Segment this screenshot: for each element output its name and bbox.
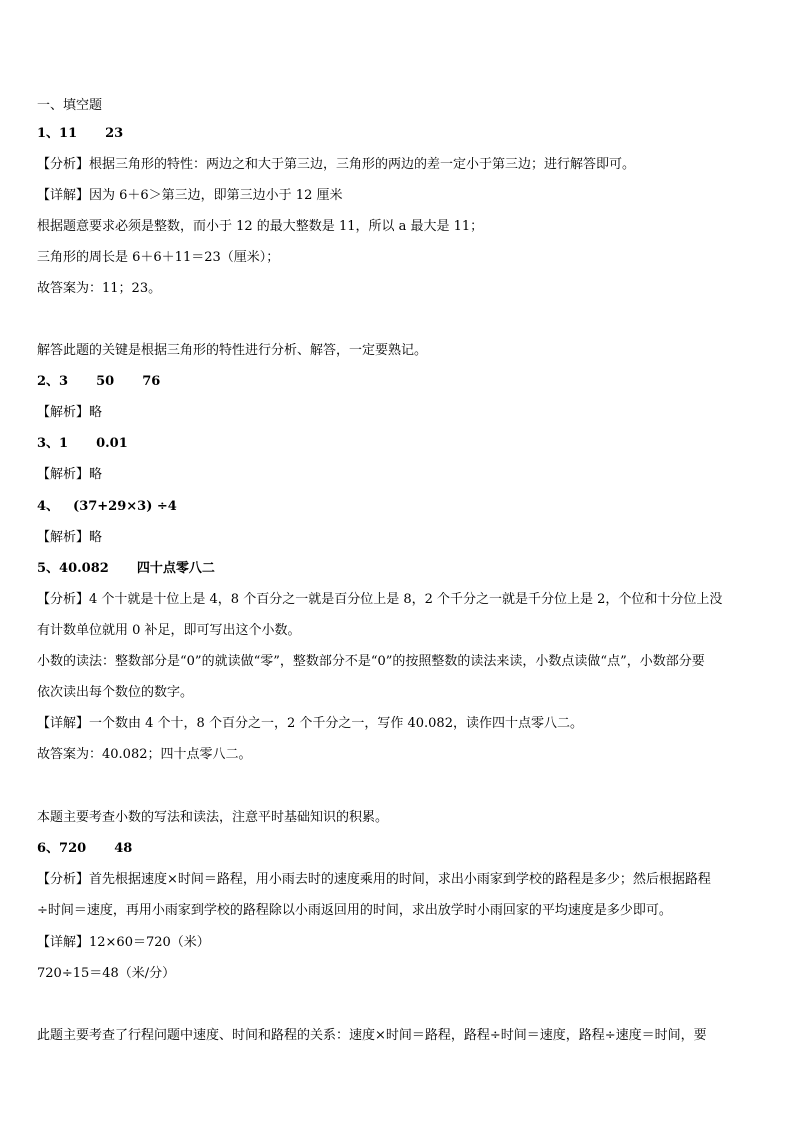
q6-analysis-line-2: ÷时间＝速度，再用小雨家到学校的路程除以小雨返回用的时间，求出放学时小雨回家的平均速度是多少即可。 (37, 903, 672, 918)
q6-detail: 【详解】12×60＝720（米） (37, 935, 210, 950)
q2-number: 2、 (37, 374, 60, 389)
q6-number: 6、 (37, 841, 60, 856)
q5-rule-line-2: 依次读出每个数位的数字。 (37, 685, 194, 700)
q2-answer-3: 76 (142, 374, 161, 389)
q4-number: 4、 (37, 499, 60, 514)
q6-answer-1: 720 (59, 841, 87, 856)
q4-note: 【解析】略 (37, 530, 103, 545)
q6-summary: 此题主要考查了行程问题中速度、时间和路程的关系：速度×时间＝路程，路程÷时间＝速度，路程÷速度＝时间，要 (37, 1028, 707, 1043)
q6-answer-2: 48 (114, 841, 133, 856)
q1-answer-1: 11 (59, 126, 78, 141)
q3-answer-1: 1 (59, 436, 69, 451)
q6-calc-2: 720÷15＝48（米/分） (37, 966, 176, 981)
q2-note: 【解析】略 (37, 405, 103, 420)
q1-analysis: 【分析】根据三角形的特性：两边之和大于第三边，三角形的两边的差一定小于第三边；进行解答即可。 (37, 157, 636, 172)
q5-answer: 故答案为：40.082；四十点零八二。 (37, 747, 252, 762)
q5-summary: 本题主要考查小数的写法和读法，注意平时基础知识的积累。 (37, 810, 389, 825)
q5-number: 5、 (37, 561, 60, 576)
q1-detail: 【详解】因为 6＋6＞第三边，即第三边小于 12 厘米 (37, 188, 343, 203)
q4-answer-row (37, 499, 177, 515)
q1-answer-2: 23 (105, 126, 124, 141)
q3-note: 【解析】略 (37, 467, 103, 482)
q2-answer-row (37, 374, 160, 390)
q4-answer-1: (37+29×3) ÷4 (73, 499, 177, 514)
q5-detail: 【详解】一个数由 4 个十，8 个百分之一，2 个千分之一，写作 40.082，读作四十点零八二。 (37, 716, 583, 731)
section-title: 一、填空题 (37, 98, 103, 113)
q1-line-3: 根据题意要求必须是整数，而小于 12 的最大整数是 11，所以 a 最大是 11； (37, 219, 484, 234)
q5-answer-row (37, 561, 215, 577)
q1-number: 1、 (37, 126, 60, 141)
q6-analysis-line-1: 【分析】首先根据速度×时间＝路程，用小雨去时的速度乘用的时间，求出小雨家到学校的路程是多少；然后根据路程 (37, 872, 711, 887)
q3-answer-2: 0.01 (96, 436, 128, 451)
q1-line-5: 故答案为：11；23。 (37, 281, 162, 296)
q1-line-4: 三角形的周长是 6＋6＋11＝23（厘米）； (37, 250, 280, 265)
q1-summary: 解答此题的关键是根据三角形的特性进行分析、解答，一定要熟记。 (37, 343, 428, 358)
q3-answer-row (37, 436, 128, 452)
q5-answer-1: 40.082 (59, 561, 109, 576)
q2-answer-1: 3 (59, 374, 69, 389)
q5-analysis-line-1: 【分析】4 个十就是十位上是 4，8 个百分之一就是百分位上是 8，2 个千分之一就是千分位上是 2，个位和十分位上没 (37, 592, 723, 607)
q2-answer-2: 50 (96, 374, 115, 389)
q5-answer-2: 四十点零八二 (136, 561, 215, 576)
q6-answer-row (37, 841, 132, 857)
q5-rule-line-1: 小数的读法：整数部分是“0”的就读做“零”，整数部分不是“0”的按照整数的读法来读，小数点读做“点”，小数部分要 (37, 654, 705, 669)
q1-answer-row (37, 126, 123, 142)
q3-number: 3、 (37, 436, 60, 451)
q5-analysis-line-2: 有计数单位就用 0 补足，即可写出这个小数。 (37, 623, 301, 638)
